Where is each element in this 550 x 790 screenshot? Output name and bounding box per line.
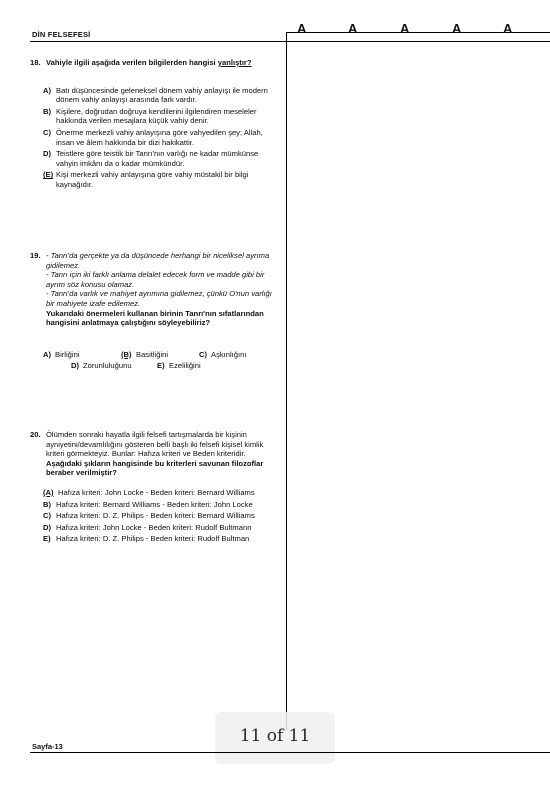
footer-rule xyxy=(30,752,550,753)
question-number: 20. xyxy=(30,430,41,439)
question-number: 19. xyxy=(30,251,41,260)
option-list xyxy=(30,488,280,544)
option-letter: D) xyxy=(71,361,80,371)
question-18 xyxy=(30,58,280,192)
option-text: Ezeliliğini xyxy=(169,361,201,371)
option-d[interactable] xyxy=(43,523,280,533)
option-letter: C) xyxy=(43,511,52,521)
stem-emphasis: yanlıştır? xyxy=(217,58,252,67)
option-letter-marked: (E) xyxy=(43,170,54,180)
question-number: 18. xyxy=(30,58,41,67)
option-letter: B) xyxy=(43,106,52,116)
option-list xyxy=(30,86,280,190)
option-d[interactable] xyxy=(43,149,280,168)
option-letter: D) xyxy=(43,522,52,532)
option-e[interactable] xyxy=(43,170,280,189)
question-body xyxy=(46,430,280,478)
booklet-letter: A xyxy=(400,21,410,36)
question-stem: Aşağıdaki şıkların hangisinde bu kriterleri savunan filozoflar beraber verilmiştir? xyxy=(46,458,264,478)
premise: - Tanrı için iki farklı anlama delalet edecek form ve madde gibi bir ayrım söz konusu olamaz. xyxy=(46,270,265,289)
option-a[interactable] xyxy=(43,350,121,360)
option-a[interactable] xyxy=(43,86,280,105)
booklet-letter: A xyxy=(503,21,513,36)
column-divider xyxy=(286,42,287,730)
option-letter: C) xyxy=(199,349,208,359)
option-letter-marked: (B) xyxy=(121,349,132,359)
question-intro: Ölümden sonraki hayatla ilgili felsefi tartışmalarda bir kişinin ayniyetini/devamlılığını gösteren belli başlı iki felsefi kişisel kimlik kriteri görmekteyiz. Bunlar: Hafıza kriteri ve Beden kriteridir. xyxy=(46,430,264,459)
booklet-letter: A xyxy=(348,21,358,36)
option-letter: A) xyxy=(43,85,52,95)
option-letter: E) xyxy=(43,534,51,544)
question-stem: Yukarıdaki önermeleri kullanan birinin Tanrı'nın sıfatlarından hangisini anlatmaya çalıştığını söyleyebiliriz? xyxy=(46,308,264,328)
question-19 xyxy=(30,251,280,373)
page-indicator: 11 of 11 xyxy=(239,726,311,746)
booklet-letter: A xyxy=(452,21,462,36)
stem-text: Vahiyle ilgili aşağıda verilen bilgilerden hangisi xyxy=(46,58,218,67)
booklet-letter: A xyxy=(297,21,307,36)
option-text: Birliğini xyxy=(55,349,80,359)
option-b[interactable] xyxy=(43,500,280,510)
header-rule xyxy=(30,41,550,42)
option-b[interactable] xyxy=(121,350,199,360)
premise: - Tanrı'da varlık ve mahiyet ayrımına gidilemez, çünkü O'nun varlığı bir mahiyete izafe edilemez. xyxy=(46,289,272,308)
question-body xyxy=(46,251,280,328)
subject-title: DİN FELSEFESİ xyxy=(32,30,91,39)
question-20 xyxy=(30,430,280,546)
option-c[interactable] xyxy=(199,350,246,360)
option-c[interactable] xyxy=(43,511,280,521)
option-b[interactable] xyxy=(43,107,280,126)
option-e[interactable] xyxy=(43,534,280,544)
option-letter: D) xyxy=(43,149,52,159)
option-text: Aşkınlığını xyxy=(211,349,247,359)
option-e[interactable] xyxy=(157,361,201,371)
option-text: Batı düşüncesinde geleneksel dönem vahiy anlayışı ile modern dönem vahiy anlayışı arasında fark vardır. xyxy=(56,85,268,105)
option-text: Basitliğini xyxy=(136,349,169,359)
option-text: Kişi merkezli vahiy anlayışına göre vahiy müstakil bir bilgi kaynağıdır. xyxy=(56,170,249,189)
option-text: Teistlere göre teistik bir Tanrı'nın varlığı ne kadar mümkünse vahyin imkânı da o kadar mümkündür. xyxy=(56,149,259,168)
option-text: Önerme merkezli vahiy anlayışına göre vahyedilen şey; Allah, insan ve âlem hakkında bir dizi hakikattir. xyxy=(56,127,263,147)
option-a[interactable] xyxy=(43,488,280,498)
option-c[interactable] xyxy=(43,128,280,147)
option-letter: E) xyxy=(157,361,165,371)
option-list xyxy=(30,350,280,371)
option-text: Hafıza kriteri: D. Z. Philips - Beden kriteri: Bernard Williams xyxy=(56,511,255,521)
option-letter: C) xyxy=(43,127,52,137)
option-text: Kişilere, doğrudan doğruya kendilerini ilgilendiren meseleler hakkında verilen mesajlara küçük vahiy denir. xyxy=(56,106,257,126)
question-stem xyxy=(46,58,280,68)
option-text: Zorunluluğunu xyxy=(83,361,132,371)
option-text: Hafıza kriteri: Bernard Williams - Beden kriteri: John Locke xyxy=(56,499,253,509)
option-text: Hafıza kriteri: D. Z. Philips - Beden kriteri: Rudolf Bultman xyxy=(56,534,250,544)
option-d[interactable] xyxy=(71,361,157,371)
option-letter: A) xyxy=(43,349,52,359)
option-letter-marked: (A) xyxy=(43,487,54,497)
option-text: Hafıza kriteri: John Locke - Beden kriteri: Rudolf Bultmann xyxy=(56,522,252,532)
option-letter: B) xyxy=(43,499,52,509)
option-text: Hafıza kriteri: John Locke - Beden kriteri: Bernard Williams xyxy=(58,487,255,497)
premise: - Tanrı'da gerçekte ya da düşüncede herhangi bir niceliksel ayrıma gidilemez. xyxy=(46,251,270,270)
page-label: Sayfa-13 xyxy=(32,742,63,751)
